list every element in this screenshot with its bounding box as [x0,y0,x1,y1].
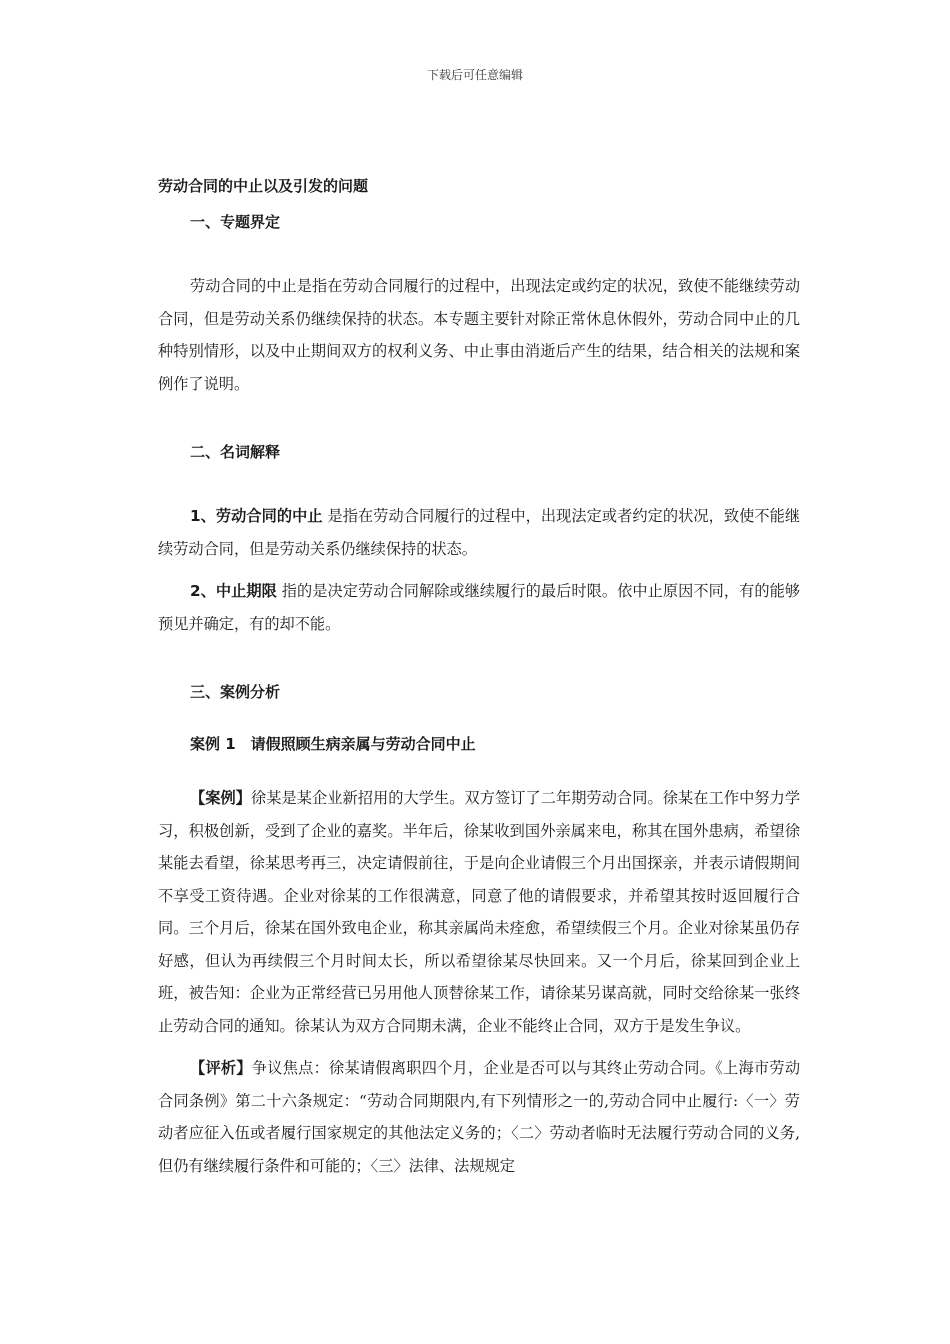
term-text-2: 指的是决定劳动合同解除或继续履行的最后时限。依中止原因不同，有的能够预见并确定，有的却不能。 [158,582,801,633]
analysis-label: 【评析】 [190,1059,252,1077]
analysis-paragraph [158,1052,800,1182]
case-paragraph [158,782,800,1042]
term-definition-1 [158,500,800,565]
case-label: 【案例】 [190,789,252,807]
section-heading-3: 三、案例分析 [190,683,281,701]
case-text: 徐某是某企业新招用的大学生。双方签订了二年期劳动合同。徐某在工作中努力学习，积极创新，受到了企业的嘉奖。半年后，徐某收到国外亲属来电，称其在国外患病，希望徐某能去看望，徐某思考再三，决定请假前往，于是向企业请假三个月出国探亲，并表示请假期间不享受工资待遇。企业对徐某的工作很满意，同意了他的请假要求，并希望其按时返回履行合同。三个月后，徐某在国外致电企业，称其亲属尚未痊愈，希望续假三个月。企业对徐某虽仍存好感，但认为再续假三个月时间太长，所以希望徐某尽快回来。又一个月后，徐某回到企业上班，被告知：企业为正常经营已另用他人顶替徐某工作，请徐某另谋高就，同时交给徐某一张终止劳动合同的通知。徐某认为双方合同期未满，企业不能终止合同，双方于是发生争议。 [158,789,801,1035]
term-definition-2 [158,575,800,640]
header-note: 下载后可任意编辑 [426,68,523,82]
document-title: 劳动合同的中止以及引发的问题 [158,177,369,195]
section-heading-1: 一、专题界定 [190,213,281,231]
section-heading-2: 二、名词解释 [190,443,281,461]
term-text-1: 是指在劳动合同履行的过程中，出现法定或者约定的状况，致使不能继续劳动合同，但是劳动关系仍继续保持的状态。 [158,507,801,558]
section-1-paragraph: 劳动合同的中止是指在劳动合同履行的过程中，出现法定或约定的状况，致使不能继续劳动合同，但是劳动关系仍继续保持的状态。本专题主要针对除正常休息休假外，劳动合同中止的几种特别情形，以及中止期间双方的权利义务、中止事由消逝后产生的结果，结合相关的法规和案例作了说明。 [158,277,800,393]
term-label-1: 1、劳动合同的中止 [190,507,323,525]
term-label-2: 2、中止期限 [190,582,277,600]
analysis-text: 争议焦点：徐某请假离职四个月，企业是否可以与其终止劳动合同。《上海市劳动合同条例》第二十六条规定：“劳动合同期限内,有下列情形之一的,劳动合同中止履行:〈一〉劳动者应征入伍或者履行国家规定的其他法定义务的；〈二〉劳动者临时无法履行劳动合同的义务,但仍有继续履行条件和可能的；〈三〉法律、法规规定 [158,1059,801,1175]
case-1-title: 案例 1 请假照顾生病亲属与劳动合同中止 [190,735,476,753]
document-body [158,172,800,1182]
